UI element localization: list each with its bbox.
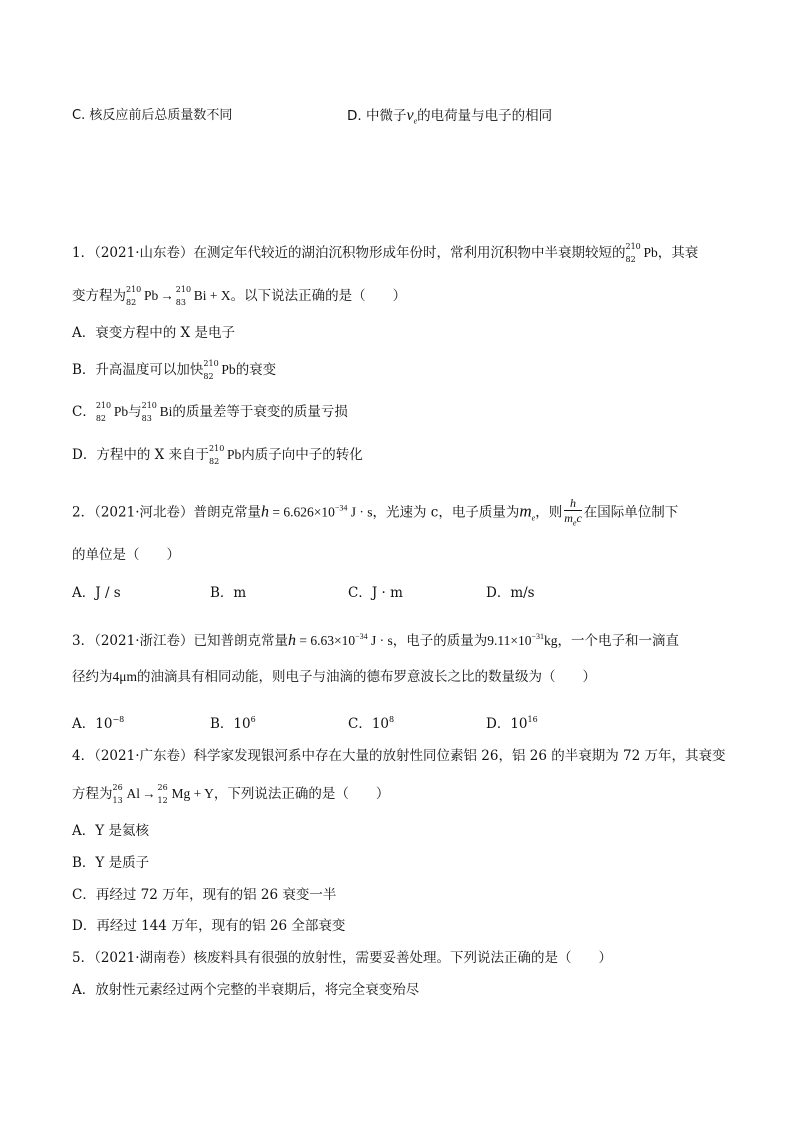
plus-x: + X xyxy=(206,288,231,303)
bi-symbol: Bi xyxy=(193,288,207,303)
eq-pb-symbol: Pb xyxy=(144,288,159,303)
q1-option-b[interactable] xyxy=(72,360,276,381)
q3-option-c-exp: 8 xyxy=(389,715,395,724)
q3-option-b-exp: 6 xyxy=(250,715,256,724)
q3-option-d-exp: 16 xyxy=(527,715,538,724)
q3-line2-prefix: 径约为 xyxy=(72,669,113,685)
plus-y: + Y xyxy=(190,786,214,801)
q5-line1-text: 5．（2021·湖南卷）核废料具有很强的放射性，需要妥善处理。下列说法正确的是（ ） xyxy=(72,950,612,966)
q2-mid: ，光速为 c，电子质量为 xyxy=(372,504,520,521)
q2-line2-text: 的单位是（ ） xyxy=(72,547,180,563)
q2-h-unit: J · s xyxy=(347,504,373,520)
q1-isotope-pb: 210 82 xyxy=(625,241,641,264)
q3-option-d[interactable] xyxy=(486,710,538,734)
q1-suffix: ，其衰 xyxy=(657,245,699,261)
q2-option-c[interactable] xyxy=(348,583,403,603)
q3-prefix: 3．（2021·浙江卷）已知普朗克常量 xyxy=(72,633,288,649)
top-option-c xyxy=(72,106,232,126)
planck-h: h xyxy=(261,503,269,521)
q1-d-isotope-pb: 210 82 xyxy=(209,443,225,466)
q3-h-value: = 6.63×10 xyxy=(296,633,356,648)
reaction-arrow: → xyxy=(160,288,174,303)
q3-stem-line2 xyxy=(72,667,596,687)
q3-me-unit: kg xyxy=(544,633,558,648)
pb-symbol: Pb xyxy=(643,245,658,260)
q4-line1-text: 4．（2021·广东卷）科学家发现银河系中存在大量的放射性同位素铝 26，铝 26 的半衰期为 72 万年，其衰变 xyxy=(72,748,726,764)
q3-line2-suffix: 的油滴具有相同动能，则电子与油滴的德布罗意波长之比的数量级为（ ） xyxy=(137,669,596,685)
q2-option-b[interactable] xyxy=(210,583,246,603)
q2-stem-line2 xyxy=(72,545,180,565)
q2-h-exponent: −34 xyxy=(334,503,348,513)
q2-suffix: 在国际单位制下 xyxy=(583,504,679,521)
neutrino-subscript: e xyxy=(413,116,418,126)
q2-option-b-text: B．m xyxy=(210,585,247,601)
q3-me-exponent: −31 xyxy=(531,632,545,641)
electron-mass-symbol: m xyxy=(519,501,532,521)
q4-option-d-text: D．再经过 144 万年，现有的铝 26 全部衰变 xyxy=(72,918,346,934)
q3-option-a-text: A．10 xyxy=(72,716,113,732)
q1-option-a[interactable] xyxy=(72,323,235,343)
q1-option-c-mid: 与 xyxy=(128,404,142,420)
q4-option-d[interactable] xyxy=(72,916,345,936)
q4-stem-line2 xyxy=(72,784,389,805)
top-option-c-text: C. 核反应前后总质量数不同 xyxy=(72,108,233,123)
q4-option-b-text: B．Y 是质子 xyxy=(72,855,150,871)
q3-option-c[interactable] xyxy=(348,710,394,734)
top-option-d xyxy=(347,106,552,132)
q3-option-a-exp: −8 xyxy=(112,715,125,724)
q2-stem-line1 xyxy=(72,496,678,530)
q4-option-c[interactable] xyxy=(72,885,336,905)
q2-h-value: = 6.626×10 xyxy=(269,504,335,520)
q1-c-isotope-pb: 210 82 xyxy=(95,400,112,423)
al-symbol: Al xyxy=(126,786,140,801)
q3-option-c-text: C．10 xyxy=(348,716,390,732)
q3-h-unit: J · s xyxy=(367,633,393,648)
top-option-d-suffix: 的电荷量与电子的相同 xyxy=(417,108,553,124)
q3-diameter: 4μm xyxy=(112,669,137,684)
q4-option-a-text: A．Y 是氦核 xyxy=(72,823,149,839)
mg-symbol: Mg xyxy=(171,786,191,801)
q5-option-a[interactable] xyxy=(72,980,419,1000)
q2-option-a[interactable] xyxy=(72,583,121,603)
top-option-d-prefix: D. 中微子 xyxy=(347,108,407,124)
c-pb-symbol: Pb xyxy=(113,404,129,419)
d-pb-symbol: Pb xyxy=(227,447,242,462)
electron-mass-sub: e xyxy=(531,513,536,523)
q4-line2-prefix: 方程为 xyxy=(72,786,113,802)
q2-option-a-text: A．J / s xyxy=(72,585,121,601)
q1-option-c-suffix: 的质量差等于衰变的质量亏损 xyxy=(172,404,348,420)
q4-option-a[interactable] xyxy=(72,821,149,841)
q4-line2-suffix: ，下列说法正确的是（ ） xyxy=(213,786,390,802)
q1-option-b-suffix: 的衰变 xyxy=(235,362,277,378)
q3-option-b-text: B．10 xyxy=(210,716,251,732)
q3-h-exponent: −34 xyxy=(355,632,368,641)
q3-stem-line1 xyxy=(72,627,679,651)
q1-prefix: 1．（2021·山东卷）在测定年代较近的湖泊沉积物形成年份时，常利用沉积物中半衰期较短的 xyxy=(72,245,626,261)
q1-line2-suffix: 。以下说法正确的是（ ） xyxy=(230,288,407,304)
q1-eq-isotope-pb: 210 82 xyxy=(126,284,142,307)
q3-planck-h: h xyxy=(288,632,296,649)
q5-stem-line1 xyxy=(72,948,612,968)
q3-suffix: ，一个电子和一滴直 xyxy=(557,633,680,649)
q1-stem-line2 xyxy=(72,286,406,307)
q2-option-d-text: D．m/s xyxy=(486,585,535,601)
q1-option-b-prefix: B．升高温度可以加快 xyxy=(72,362,204,378)
q3-option-a[interactable] xyxy=(72,710,124,734)
q1-option-a-text: A．衰变方程中的 X 是电子 xyxy=(72,325,235,341)
q4-option-c-text: C．再经过 72 万年，现有的铝 26 衰变一半 xyxy=(72,887,337,903)
q1-b-isotope-pb: 210 82 xyxy=(203,358,219,381)
q1-option-d-prefix: D．方程中的 X 来自于 xyxy=(72,447,210,463)
q1-option-d[interactable] xyxy=(72,445,363,466)
q4-isotope-mg: 26 12 xyxy=(157,782,168,805)
q4-reaction-arrow: → xyxy=(142,786,156,801)
q1-option-c-prefix: C． xyxy=(72,404,96,420)
q3-mid: ，电子的质量为 xyxy=(392,633,488,649)
q1-option-c[interactable] xyxy=(72,402,348,423)
q4-option-b[interactable] xyxy=(72,853,149,873)
c-bi-symbol: Bi xyxy=(159,404,173,419)
q2-option-c-text: C．J · m xyxy=(348,585,403,601)
q3-option-d-text: D．10 xyxy=(486,716,528,732)
q1-stem-line1 xyxy=(72,243,698,264)
q2-then: ，则 xyxy=(535,504,563,521)
q1-eq-isotope-bi: 210 83 xyxy=(175,284,192,307)
h-over-mec-fraction: $\frac{h}{m_ec}$ xyxy=(564,496,582,528)
q2-prefix: 2．（2021·河北卷）普朗克常量 xyxy=(72,504,261,521)
q1-option-d-suffix: 内质子向中子的转化 xyxy=(241,447,363,463)
q4-isotope-al: 26 13 xyxy=(112,782,123,805)
b-pb-symbol: Pb xyxy=(221,362,236,377)
q3-me-value: 9.11×10 xyxy=(487,633,532,648)
q5-option-a-text: A．放射性元素经过两个完整的半衰期后，将完全衰变殆尽 xyxy=(72,982,420,998)
q4-stem-line1 xyxy=(72,746,725,766)
q2-option-d[interactable] xyxy=(486,583,535,603)
neutrino-symbol: ν xyxy=(406,107,414,124)
q3-option-b[interactable] xyxy=(210,710,256,734)
q1-line2-prefix: 变方程为 xyxy=(72,288,126,304)
q1-c-isotope-bi: 210 83 xyxy=(141,400,157,423)
